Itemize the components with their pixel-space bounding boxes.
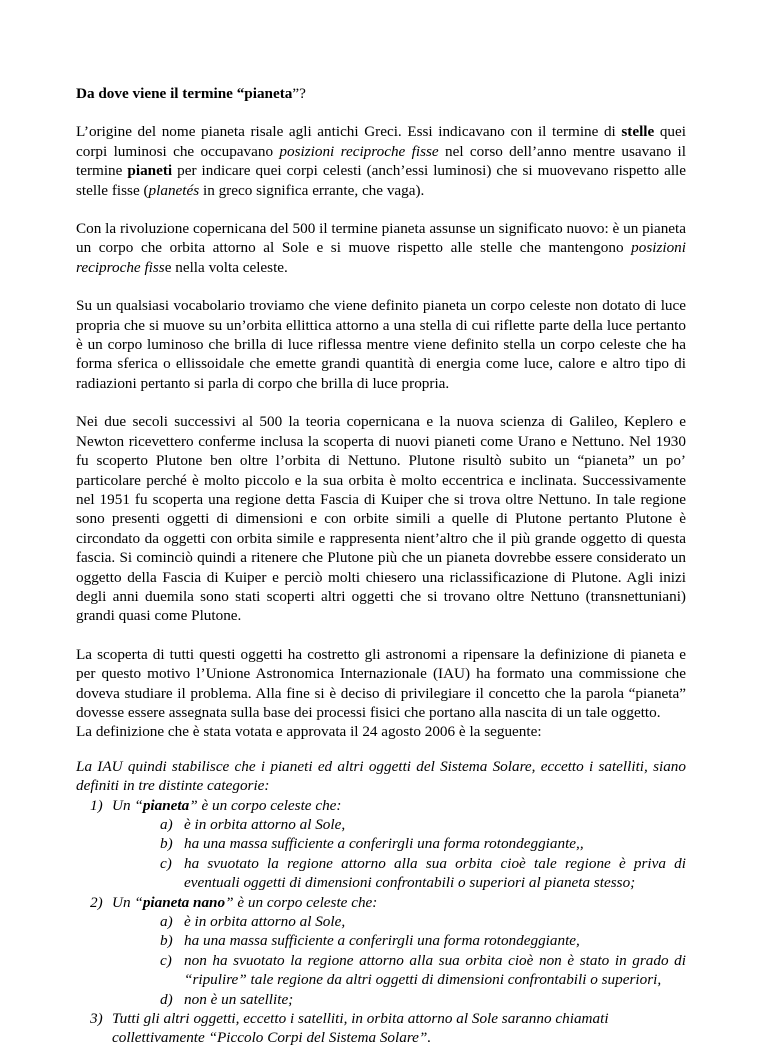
sub-letter: b) xyxy=(160,932,173,950)
sub-item xyxy=(160,931,686,950)
sub-letter: c) xyxy=(160,854,172,872)
text-run: Con la rivoluzione copernicana del 500 il termine pianeta assunse un significato nuovo: è un pianeta un corpo che orbita attorno al Sole e si muove rispetto alle stelle che mantengono xyxy=(76,220,686,257)
text-run: Un “ xyxy=(112,893,143,911)
list-item-dwarf-planet xyxy=(76,893,686,1009)
sub-text: non ha svuotato la regione attorno alla sua orbita cioè non è stato in grado di “ripulire” tale regione da altri oggetti di dimensioni confrontabili o superiori, xyxy=(184,951,686,989)
list-number: 3) xyxy=(90,1010,103,1028)
bold-term: pianeta nano xyxy=(142,893,226,911)
text-run: ” è un corpo celeste che: xyxy=(189,796,342,814)
document-title xyxy=(76,84,686,103)
text-run: e nella volta celeste. xyxy=(164,258,288,276)
sub-letter: c) xyxy=(160,951,172,969)
bold-term-stelle: stelle xyxy=(621,123,655,141)
paragraph-definition-lead: La definizione che è stata votata e approvata il 24 agosto 2006 è la seguente: xyxy=(76,723,542,741)
paragraph-iau: La scoperta di tutti questi oggetti ha costretto gli astronomi a ripensare la definizione di pianeta e per questo motivo l’Unione Astronomica Internazionale (IAU) ha formato una commissione che doveva studiare il problema. Alla fine si è deciso di privilegiare il concetto che la parola “pianeta” dovesse essere assegnata sulla base dei processi fisici che portano alla nascita di un tale oggetto. xyxy=(76,645,686,721)
sub-item xyxy=(160,990,686,1009)
bold-term-pianeti: pianeti xyxy=(127,162,173,180)
paragraph-history: Nei due secoli successivi al 500 la teoria copernicana e la nuova scienza di Galileo, Keplero e Newton ricevettero conferme inclusa la scoperta di nuovi pianeti come Urano e Nettuno. Nel 1930 fu scoperto Plutone ben oltre l’orbita di Nettuno. Plutone risultò subito un “pianeta” un po’ particolare perché è molto piccolo e la sua orbita è molto eccentrica e inclinata. Successivamente nel 1951 fu scoperta una regione detta Fascia di Kuiper che si trova oltre Nettuno. In tale regione sono presenti oggetti di dimensioni e con orbite simili a quelle di Plutone pertanto Plutone è circondato da oggetti con orbita simile e rappresenta nient’altro che il più grande oggetto di questa fascia. Si cominciò quindi a ritenere che Plutone più che un pianeta dovrebbe essere considerato un oggetto della Fascia di Kuiper e perciò molti chiesero una riclassificazione di Plutone. Agli inizi degli anni duemila sono stati scoperti altri oggetti che si trovano oltre Nettuno (transnettuniani) grandi quasi come Plutone. xyxy=(76,413,686,625)
definition-intro: La IAU quindi stabilisce che i pianeti ed altri oggetti del Sistema Solare, eccetto i satelliti, siano definiti in tre distinte categorie: xyxy=(76,757,686,795)
sub-item xyxy=(160,951,686,990)
sub-letter: a) xyxy=(160,816,173,833)
text-run: per indicare quei corpi celesti (anch’essi luminosi) che si muovevano rispetto alle stelle fisse ( xyxy=(76,162,686,199)
sub-item xyxy=(160,912,686,931)
sub-item xyxy=(160,834,686,853)
text-run: ” è un corpo celeste che: xyxy=(225,893,378,911)
list-item-planet xyxy=(76,796,686,893)
title-text: Da dove viene il termine “pianeta xyxy=(76,85,293,102)
list-text: Tutti gli altri oggetti, eccetto i satelliti, in orbita attorno al Sole saranno chiamati collettivamente “Piccolo Corpi del Sistema Solare”. xyxy=(112,1010,609,1047)
sub-letter: a) xyxy=(160,913,173,931)
text-run: in greco significa errante, che vaga). xyxy=(199,181,425,199)
list-item-small-bodies xyxy=(76,1009,686,1048)
paragraph-vocabulary: Su un qualsiasi vocabolario troviamo che viene definito pianeta un corpo celeste non dotato di luce propria che si muove su un’orbita ellittica attorno a una stella di cui riflette parte della luce pertanto è un corpo luminoso che brilla di luce riflessa mentre viene definito stella un corpo celeste che ha forma sferica o ellissoidale che emette grandi quantità di energia come luce, calore e altro tipo di radiazioni pertanto si parla di corpo che brilla di luce propria. xyxy=(76,297,686,392)
sub-text: ha una massa sufficiente a conferirgli una forma rotondeggiante,, xyxy=(184,835,584,853)
sub-text: non è un satellite; xyxy=(184,990,294,1008)
text-run: Un “ xyxy=(112,796,143,814)
text-run: L’origine del nome pianeta risale agli antichi Greci. Essi indicavano con il termine di xyxy=(76,123,622,141)
title-tail: ”? xyxy=(292,85,306,102)
sub-item xyxy=(160,854,686,893)
italic-word-planetes: planetés xyxy=(148,181,200,199)
sub-text: è in orbita attorno al Sole, xyxy=(184,913,346,931)
text-run: quei corpi luminosi che occupavano xyxy=(76,123,686,160)
list-number: 2) xyxy=(90,893,103,911)
sub-text: ha una massa sufficiente a conferirgli una forma rotondeggiante, xyxy=(184,932,580,950)
text-run: nel corso dell’anno mentre usavano il termine xyxy=(76,142,686,180)
sub-text: è in orbita attorno al Sole, xyxy=(184,816,346,833)
paragraph-origin xyxy=(76,122,686,200)
italic-phrase: posizioni reciproche fiss xyxy=(76,239,686,276)
italic-phrase: posizioni reciproche fisse xyxy=(279,142,439,160)
list-number: 1) xyxy=(90,796,103,814)
sub-list xyxy=(112,815,686,893)
sub-text: ha svuotato la regione attorno alla sua orbita cioè tale regione è priva di eventuali oggetti di dimensioni confrontabili o superiori al pianeta stesso; xyxy=(184,854,686,892)
sub-letter: d) xyxy=(160,990,173,1008)
paragraph-copernican xyxy=(76,219,686,277)
bold-term: pianeta xyxy=(142,796,190,814)
sub-list xyxy=(112,912,686,1009)
sub-letter: b) xyxy=(160,835,173,853)
sub-item xyxy=(160,815,686,834)
definition-list xyxy=(76,796,686,1048)
